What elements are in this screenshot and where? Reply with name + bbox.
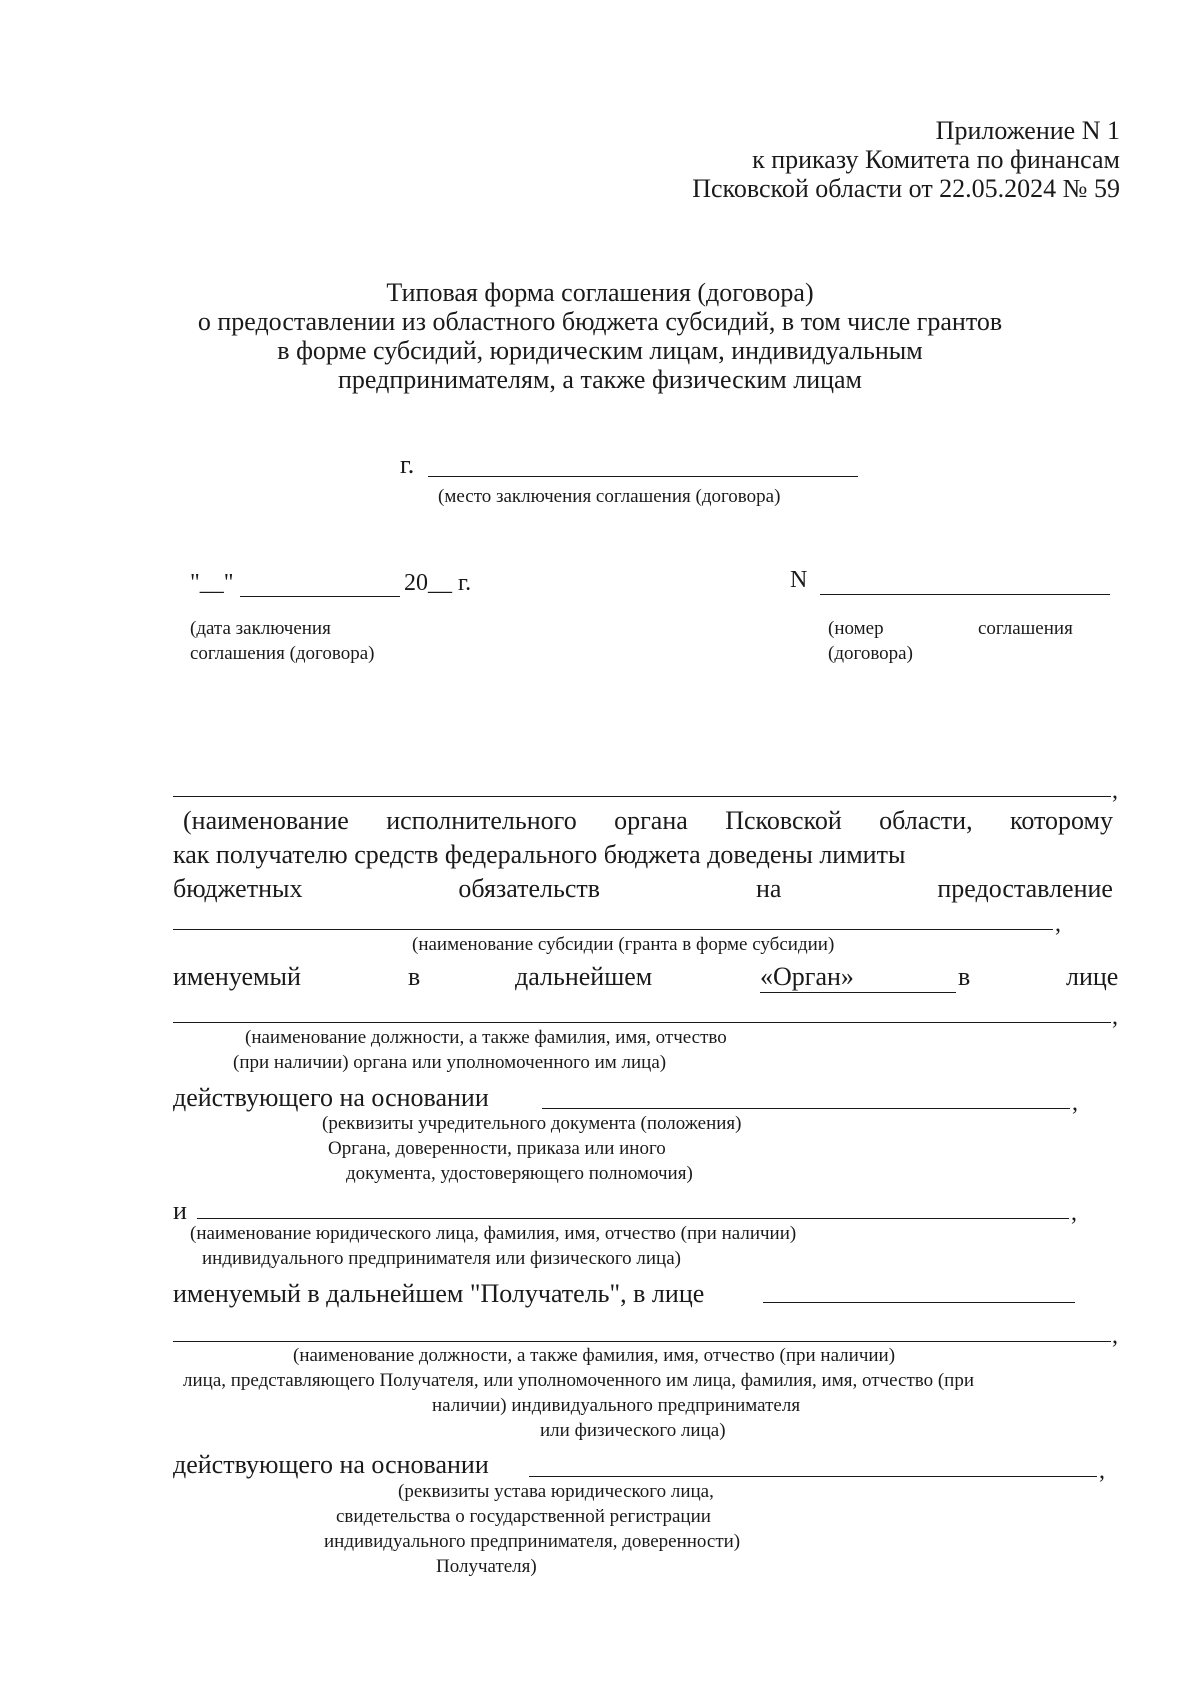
recipient-name-caption-1: (наименование юридического лица, фамилия, имя, отчество (при наличии) [190,1223,797,1244]
organ-acting-label: действующего на основании [173,1083,489,1112]
recipient-named-label: именуемый в дальнейшем "Получатель", в лице [173,1279,705,1308]
recipient-official-caption-3: наличии) индивидуального предпринимателя [432,1395,801,1416]
and-word: и [173,1196,187,1225]
date-caption-line-1: (дата заключения [190,618,331,639]
subsidy-caption: (наименование субсидии (гранта в форме субсидии) [412,934,835,955]
in-person-lice: лице [1066,962,1119,991]
comma: , [1112,1323,1118,1349]
number-caption-line-2: (договора) [828,643,913,664]
named-word: именуемый [173,962,301,991]
organ-short-name: «Орган» [760,962,956,993]
organ-basis-caption-3: документа, удостоверяющего полномочия) [346,1163,693,1184]
recipient-basis-caption-1: (реквизиты устава юридического лица, [398,1481,714,1502]
number-caption-a: (номер [828,618,884,639]
place-field[interactable] [428,476,858,477]
form-title-line-2: о предоставлении из областного бюджета субсидий, в том числе грантов [197,307,1003,336]
number-prefix: N [790,567,808,593]
organ-caption-line-3 [173,874,1113,904]
comma: , [1071,1200,1077,1226]
recipient-official-caption-4: или физического лица) [540,1420,726,1441]
organ-word: Псковской [725,806,842,835]
organ-caption-line-1 [183,806,1113,836]
place-prefix: г. [400,450,415,479]
organ-word: предоставление [937,874,1113,903]
named-word: в [408,962,421,991]
subsidy-name-field[interactable] [173,929,1053,930]
comma: , [1099,1458,1105,1484]
number-caption-b: соглашения [978,618,1073,639]
recipient-basis-caption-2: свидетельства о государственной регистрации [336,1506,711,1527]
comma: , [1112,1004,1118,1030]
organ-word: обязательств [458,874,601,903]
recipient-name-caption-2: индивидуального предпринимателя или физического лица) [202,1248,681,1269]
recipient-person-field[interactable] [763,1302,1075,1303]
date-caption-line-2: соглашения (договора) [190,643,375,664]
comma: , [1055,911,1061,937]
organ-caption-line-2: как получателю средств федерального бюджета доведены лимиты [173,840,906,869]
organ-word: на [755,874,782,903]
organ-official-caption-1: (наименование должности, а также фамилия, имя, отчество [245,1027,727,1048]
appendix-order-date: Псковской области от 22.05.2024 № 59 [692,174,1120,203]
organ-word: которому [1010,806,1113,835]
form-title-line-4: предпринимателям, а также физическим лицам [337,365,863,394]
appendix-number: Приложение N 1 [935,116,1120,145]
recipient-name-field[interactable] [197,1218,1069,1219]
organ-name-field[interactable] [173,796,1111,797]
organ-basis-caption-2: Органа, доверенности, приказа или иного [328,1138,666,1159]
form-title-line-1: Типовая форма соглашения (договора) [386,278,814,307]
recipient-basis-caption-4: Получателя) [436,1556,537,1577]
recipient-official-caption-2: лица, представляющего Получателя, или уполномоченного им лица, фамилия, имя, отчество (при [183,1370,974,1391]
recipient-official-field[interactable] [173,1341,1111,1342]
comma: , [1112,778,1118,804]
recipient-basis-caption-3: индивидуального предпринимателя, доверенности) [324,1531,741,1552]
form-title-line-3: в форме субсидий, юридическим лицам, индивидуальным [277,336,923,365]
in-person-v: в [958,962,971,991]
organ-official-caption-2: (при наличии) органа или уполномоченного им лица) [233,1052,667,1073]
date-month-field[interactable] [240,596,400,597]
recipient-basis-field[interactable] [529,1476,1097,1477]
organ-word: исполнительного [386,806,577,835]
organ-word: (наименование [183,806,349,835]
agreement-number-field[interactable] [820,594,1110,595]
recipient-official-caption-1: (наименование должности, а также фамилия, имя, отчество (при наличии) [293,1345,896,1366]
organ-word: бюджетных [173,874,303,903]
date-year-field[interactable]: 20__ г. [404,570,472,596]
organ-word: органа [614,806,688,835]
comma: , [1072,1090,1078,1116]
recipient-acting-label: действующего на основании [173,1450,489,1479]
named-word: дальнейшем [515,962,653,991]
date-day-field[interactable]: "__" [190,570,234,596]
organ-basis-caption-1: (реквизиты учредительного документа (положения) [322,1113,742,1134]
appendix-order-ref: к приказу Комитета по финансам [752,145,1120,174]
place-caption: (место заключения соглашения (договора) [438,486,781,507]
organ-word: области, [879,806,973,835]
organ-official-field[interactable] [173,1022,1111,1023]
organ-basis-field[interactable] [542,1108,1070,1109]
